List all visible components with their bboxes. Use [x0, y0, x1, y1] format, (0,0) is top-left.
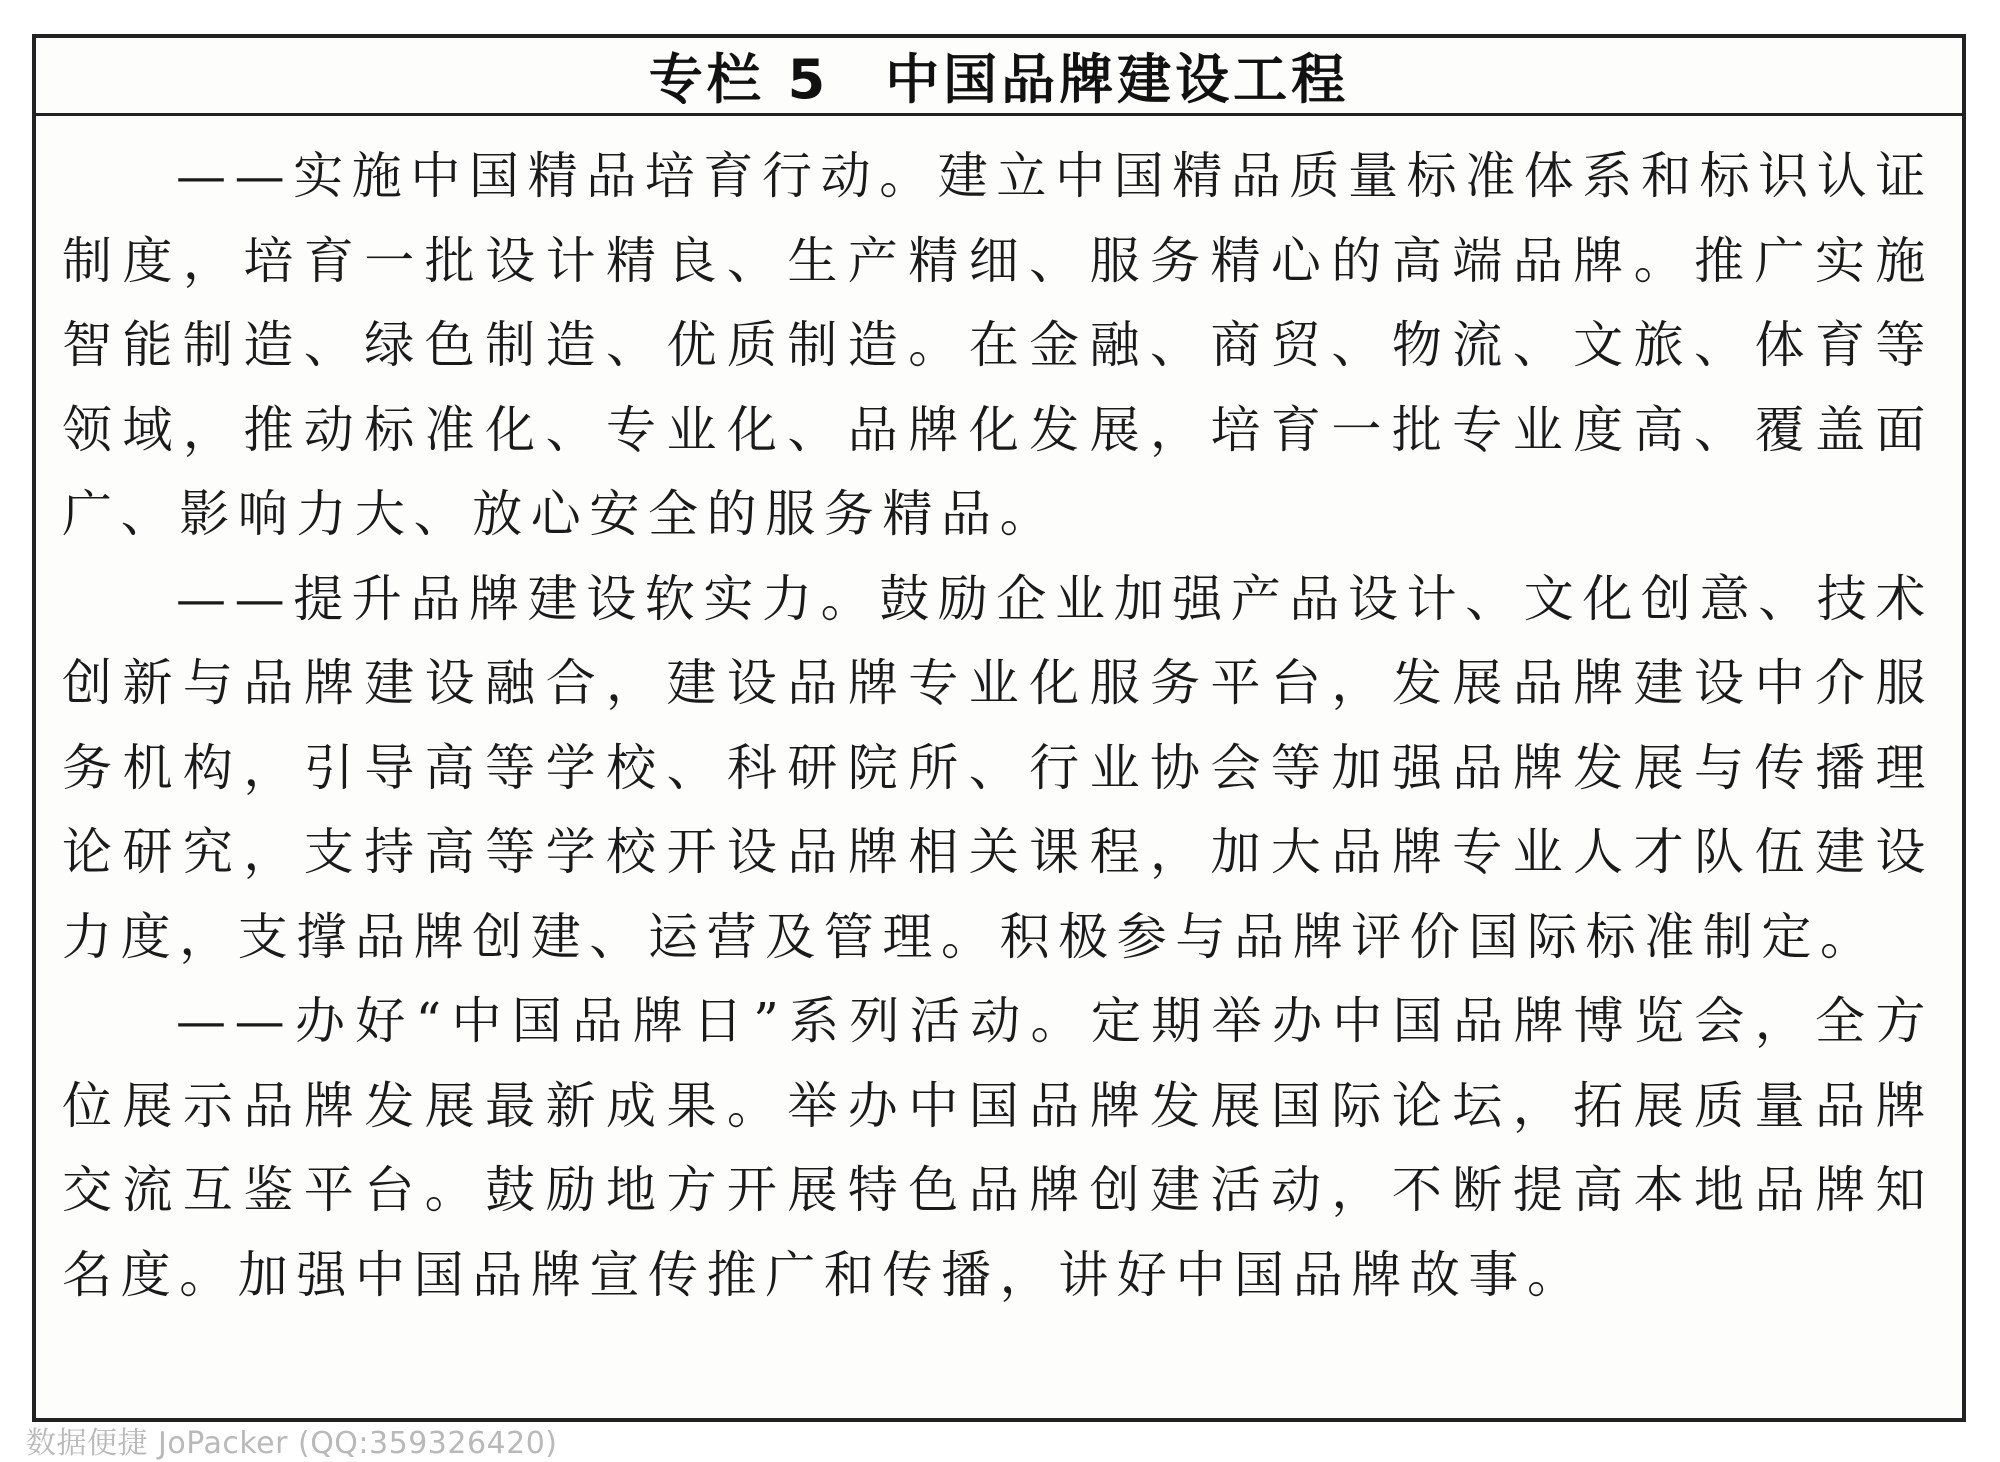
column-label: 专栏 5 — [648, 48, 830, 111]
watermark-text: 数据便捷 JoPacker (QQ:359326420) — [26, 1426, 558, 1461]
column-heading — [649, 37, 1349, 114]
column-box — [32, 34, 1966, 1422]
column-header — [36, 38, 1962, 116]
paragraph-brand-cultivation: ——实施中国精品培育行动。建立中国精品质量标准体系和标识认证制度，培育一批设计精良、生产精细、服务精心的高端品牌。推广实施智能制造、绿色制造、优质制造。在金融、商贸、物流、文旅、体育等领域，推动标准化、专业化、品牌化发展，培育一批专业度高、覆盖面广、影响力大、放心安全的服务精品。 — [62, 147, 1934, 543]
column-body — [36, 116, 1962, 1317]
paragraph-brand-day: ——办好“中国品牌日”系列活动。定期举办中国品牌博览会，全方位展示品牌发展最新成果。举办中国品牌发展国际论坛，拓展质量品牌交流互鉴平台。鼓励地方开展特色品牌创建活动，不断提高本地品牌知名度。加强中国品牌宣传推广和传播，讲好中国品牌故事。 — [62, 992, 1934, 1304]
column-title: 中国品牌建设工程 — [885, 48, 1350, 111]
paragraph-soft-power: ——提升品牌建设软实力。鼓励企业加强产品设计、文化创意、技术创新与品牌建设融合，建设品牌专业化服务平台，发展品牌建设中介服务机构，引导高等学校、科研院所、行业协会等加强品牌发展与传播理论研究，支持高等学校开设品牌相关课程，加大品牌专业人才队伍建设力度，支撑品牌创建、运营及管理。积极参与品牌评价国际标准制定。 — [62, 569, 1934, 966]
